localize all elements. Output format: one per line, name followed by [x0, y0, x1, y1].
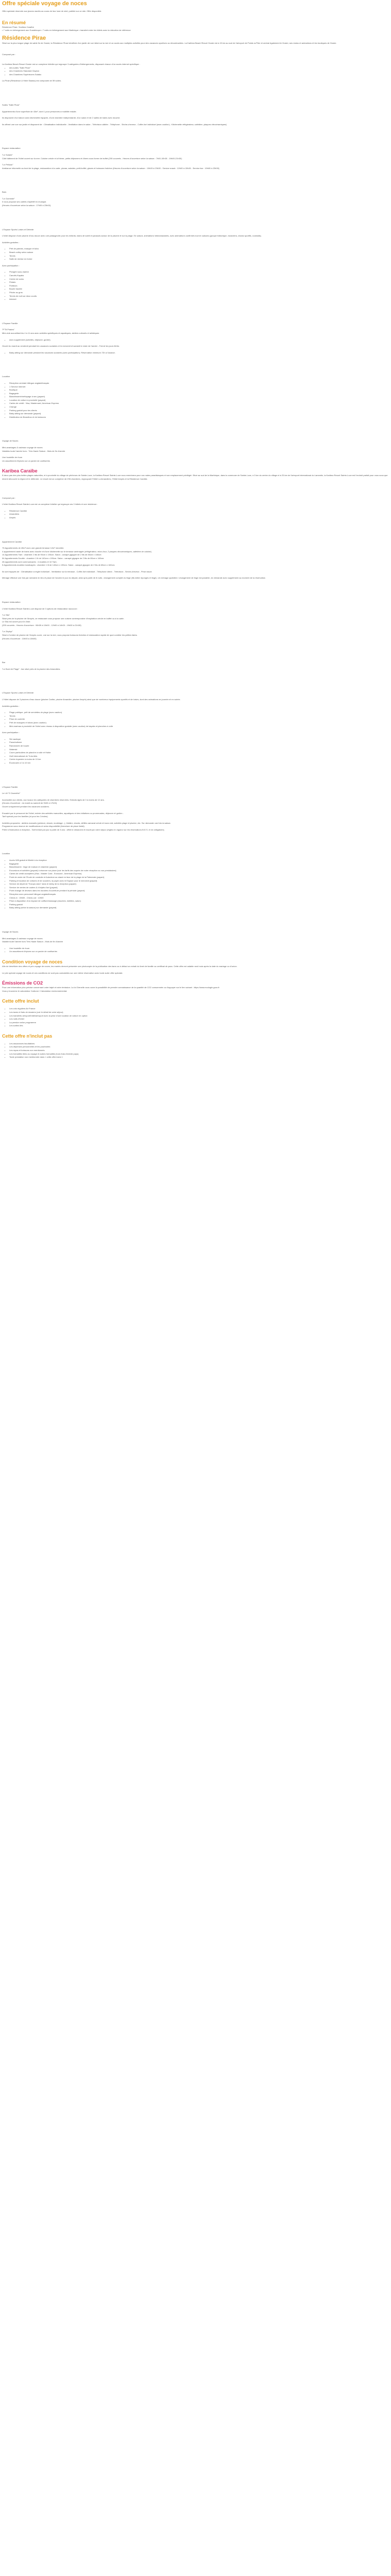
list-item: • Salle de remise en forme	[9, 258, 389, 261]
list-item: • avec supplément (activités, déjeuner, goûter).	[9, 338, 389, 342]
list-item: • Randonnée de bouée	[9, 744, 389, 748]
list-item: • Baby-sitting (selon la saison) sur demande (payant)	[9, 906, 389, 910]
paragraph: "P'Tit Pirates"	[2, 328, 15, 331]
list-item: • Plage publique, prêt de serviettes de plage (avec caution)	[9, 711, 389, 715]
bullet-list	[2, 510, 389, 520]
paragraph: Composé par :	[2, 53, 16, 56]
paragraph: Pour une information plus précise concernant votre trajet et votre émission. La loi Grenelle vous ouvre la possibilité de prendre connaissance de la quantité de CO2 consommée ou d'appuyer sur le lien suivant : https://www.ecologie.gouv.fr	[2, 986, 220, 989]
paragraph: Ouvert uniquement pendant les vacances scolaires.	[2, 805, 50, 808]
list-item: • Les assurances facultatives	[9, 1042, 389, 1046]
paragraph: Le prix spécial voyage de noces et ces conditions ne sont pas cumulables sur une même réservation avec toute autre offre spéciale.	[2, 971, 123, 974]
paragraph: "Le Solaire"	[2, 153, 13, 156]
paragraph: Mini-avantages & cadeaux voyage de noces	[2, 446, 43, 449]
paragraph: Bar	[2, 661, 6, 664]
paragraph: "Le Sila"	[2, 614, 10, 617]
paragraph: 5 Appartements doubles handicapés : chambre 1 lit de 140cm x 190cm. Salon - canapé gigogne de 2 lits de 80cm x 160cm.	[2, 564, 116, 567]
list-item: • des Chambres Supérieures Salako	[9, 73, 389, 77]
section-heading: Émissions de CO2	[2, 980, 43, 986]
paragraph: L'Espace Famille	[2, 785, 18, 788]
paragraph: Voyage de Noces	[2, 439, 19, 443]
paragraph: 54 Appartements Double : chambre 1 lit de 140cm x 190cm. Salon - canapé gigogne de 2 lits de 80cm x 160cm	[2, 556, 104, 560]
paragraph: À deux pas des plus belles plages naturelles, et à proximité du village de pêcheurs de Sainte-Luce, la Karibea Resort Sainte-Luce vous emmènera pour vos rades paradisiaques et son emplacement privilégié. Situé au sud de la Martinique, dans la commune de Sainte-Luce, à 3 km du centre du village et à 25 km de l'aéroport international du Lamentin, la Karibea Resort Sainte-Luce est l'endroit parfait pour vous sous que mixent découvrir la région et le défendre. Le resort est un complexe de 296 chambres, regroupant l'Hôtel La Amandiers, l'Hôtel Amyris et la Résidence Caraïbe.	[2, 474, 388, 480]
list-item: • Pédalo	[9, 281, 389, 284]
paragraph: "Le Zéphyr"	[2, 630, 13, 633]
bullet-list	[2, 66, 389, 77]
list-item: • Ski nautique	[9, 738, 389, 741]
list-item: • Les nuits d'hôtel	[9, 1018, 389, 1021]
paragraph: L'hôtel Karibea Resort Sainte-Luce est un complexe hôtelier qui regroupe ces 3 hôtels et une résidence :	[2, 503, 98, 506]
paragraph: Tarif spécial pour les familles (et pour les Créoles).	[2, 815, 48, 818]
list-item: • Amandiers	[9, 513, 389, 516]
paragraph: Appartement Caraïbe	[2, 540, 22, 543]
offer-page	[0, 0, 391, 1059]
paragraph: Location	[2, 852, 10, 855]
paragraph: 28 appartements sont communicants : 4 doubles et 10 Twin.	[2, 560, 57, 563]
paragraph: La Pirae (Résidence & Hôtel Salako) est composée de 59 suites.	[2, 79, 61, 82]
paragraph: Mini-avantages & cadeaux voyage de noces	[2, 937, 43, 940]
paragraph: Ménage effectué une fois par semaine en lieu et place de l'ancien le jour du départ, ainsi qu'à partir de 8 nuits ; changement complet du linge (lits entier éponges et linge). Un ménage quotidien / changement de linge est possible, en demande avec supplément au moment de la réservation.	[2, 577, 266, 580]
paragraph: "Le Pélican"	[2, 163, 13, 166]
list-item: • Flotteurs	[9, 284, 389, 288]
list-item: • Baby-sitting sur demande (payant)	[9, 412, 389, 416]
list-item: • Les formalités liées au voyage et autres formalités (hors frais d'entrée pays)	[9, 1053, 389, 1056]
list-item: • Un assortiment d'épices sur un panier de confiseries	[9, 950, 389, 954]
list-item: • Les sorties liés	[9, 1024, 389, 1028]
list-item: • Bagagerie	[9, 392, 389, 396]
paragraph: 14 Appartements Twin : chambre 2 lits de 90cm x 190cm. Salon - canapé gigogne de 2 lits de 80cm x 160cm	[2, 553, 102, 556]
list-item: • Cartes de crédit acceptées (Visa - Master Card - Eurocard - American Express)	[9, 872, 389, 876]
list-item: • Service de ventes de cadres & d'objets d'art (payant)	[9, 886, 389, 890]
list-item: • Bouée tractée	[9, 287, 389, 291]
list-item: • Beach-volley selon saison	[9, 251, 389, 255]
section-heading: Condition voyage de noces	[2, 959, 63, 964]
list-item: • Centre de soins	[9, 278, 389, 281]
paragraph: Prière d'instruction à réception - Tarif enfant par jour à partir de 3 ans : offert le dimanche et inscrit par votre séjour (règles en vigueur sur les réservations B.E.S. et en obligatoire).	[2, 828, 165, 831]
list-item: • La pension selon programme	[9, 1021, 389, 1025]
paragraph: Le Sila est ouvert pour le dîner.	[2, 620, 31, 623]
list-item: • Point de vente de l'Ecole de conduite et Autodeve au stand en face de la plage de la Palmeraie (payant)	[9, 876, 389, 879]
paragraph: Activités gratuites :	[2, 241, 20, 244]
list-item: • Parachutisme	[9, 741, 389, 744]
list-item: • Pêche au gros	[9, 291, 389, 295]
paragraph: Une bouteille de rhum	[2, 456, 23, 459]
bullet-list	[2, 859, 389, 910]
list-item: • Plongée sous-marine	[9, 270, 389, 274]
paragraph: L'Espace Famille	[2, 321, 18, 325]
list-item: • Prêt de palmes, masque et tuba	[9, 247, 389, 251]
paragraph: 75 Appartements de 45m² avec une grande terrasse 12m² meublée.	[2, 547, 64, 550]
list-item: • Réception centrale bilingue anglais/français	[9, 382, 389, 385]
bullet-list	[2, 382, 389, 419]
paragraph: Accessible aux clients, aux locaux les catégories de chambres réservées. Enfants âgés de 3 à moins de 12 ans.	[2, 798, 105, 801]
bullet-list	[2, 947, 389, 954]
paragraph: Appartements d'une superficie de 43m², dont 1 pour personnes à mobilité réduite.	[2, 110, 77, 113]
list-item: • Golf international de Trois-Ilets	[9, 755, 389, 758]
list-item: • Les transferts aéroport/hôtel/aéroport avec la prise d'une location de voiture en option	[9, 1014, 389, 1018]
paragraph: Espace restauration	[2, 600, 21, 603]
list-item: • Prise à disposition d'un espace de coiffure/massage (douches, toilettes, salon)	[9, 900, 389, 903]
list-item: • Tennis	[9, 715, 389, 718]
list-item: • Prise de contrôle	[9, 718, 389, 721]
paragraph: Le Lili "O Zaventhé"	[2, 792, 21, 795]
paragraph: Situé à l'ombre de piscine de l'Amyris ouvre, vue sur la mer, vous propose boissons fraîches et restauration rapide de quoi combler les petites faims.	[2, 634, 138, 637]
paragraph: L'hôtel dispose d'une piscine d'eau douce avec une pataugeoire pour les enfants, bains de soleil et parasols autour de la piscine et sur la plage. En saison, animations hebdomadaires, avec animateurs confirmés tout en saisons (groupe folklorique, musiciens, shows sportifs, cocktails).	[2, 234, 262, 238]
list-item: • Toute prestation non mentionnée dans « cette offre inclut »	[9, 1056, 389, 1059]
paragraph: Situé sur la plus longue plage de sable fin de Gosier, la Résidence Pirae bénéficie d'un jardin de vue idéal sur la mer et un accès aux multiples activités pour des vacances sportives ou décontractées. La Karibea Beach Resort Gosier est à 15 km au sud de l'aéroport de Pointe-à-Pitre et central également le Gosier, ses restos et animations et les boutiques de Gosier.	[2, 41, 337, 44]
list-item: • Résidence Caraïbe	[9, 510, 389, 513]
paragraph: Ils offrent une vue sur jardin et disposent de : Climatisation individuelle - Ventilation dans le salon - Télévision câblée - Téléphone - Sèche-cheveux - Coffre-fort individuel (avec caution) - Kitchenette réfrigérateur, cafetière, plaques vitrocéramiques)	[2, 123, 227, 126]
list-item: • des suites "Salle Pirae"	[9, 66, 389, 70]
list-item: • Les taxes et frais de dossiers (voir le détail de votre séjour)	[9, 1011, 389, 1014]
list-item: • Location de voiture à proximité (payant)	[9, 399, 389, 402]
paragraph: L'Espace Sports Loisirs et Détente	[2, 228, 34, 231]
page-title: Offre spéciale voyage de noces	[2, 1, 87, 7]
list-item: • Écomusée à 3 à 10 km	[9, 761, 389, 765]
list-item: • Distribution de Brandbox et de boissons	[9, 416, 389, 419]
bullet-list	[2, 738, 389, 765]
paragraph: L'Espace Sports Loisirs et Détente	[2, 691, 34, 694]
list-item: • Les repas et boissons non mentionnés	[9, 1049, 389, 1053]
paragraph: Avec participation :	[2, 731, 20, 734]
list-item: • Accès Wifi gratuit et illimité à la réception	[9, 859, 389, 862]
paragraph: Afin de bénéficier des offres et prix voyage de noces, les mariés devront présenter une photocopie de la publication des bans ou à défaut un extrait du livret de famille ou certificat de pacs. Cette offre est valable neuf mois après la date du mariage ou d'union.	[2, 964, 237, 968]
section-heading: Résidence Pirae	[2, 35, 46, 41]
section-heading: En résumé	[2, 20, 26, 25]
paragraph: 4 appartement vaste de bains avec douche et d'une kitchenette sur le terrasse aménagée (réfrigérateur, micro-four, 2 plaques vitrocéramiques, cafetière de cuisine).	[2, 550, 152, 553]
paragraph: (Heures d'ouverture : 10h00 à 18h00)	[2, 637, 37, 640]
paragraph: L'Hôtel dispose de 3 piscines d'eau douce (piscine Caribe, piscine Amandier, piscine Amyris) ainsi que de nombreux équipements sportifs et de loisirs, dont des animations en journée et en soirée.	[2, 698, 181, 701]
list-item: • Point change de devises dans les horaires d'ouverture pendant la période (payant)	[9, 889, 389, 893]
bullet-list	[2, 1042, 389, 1059]
list-item: • Boutique	[9, 388, 389, 392]
paragraph: Valable toute l'année hors Très Haute Saison - Mois de fin d'année	[2, 940, 63, 943]
section-heading: Cette offre n'inclut pas	[2, 1033, 53, 1039]
list-item: • Bagagerie	[9, 862, 389, 866]
paragraph: Ils disposent d'un balcon avec kitchenette équipée, d'une chambre indépendante, d'un salon et de 2 salles de bains avec douche.	[2, 116, 121, 120]
section-heading: Cette offre inclut	[2, 998, 39, 1004]
paragraph: Mini-club accueillant les 4 à 11 ans avec activités spécifiques et aquatiques, ateliers culturels et artistiques	[2, 331, 100, 334]
list-item: • Tennis de nuit sur deux courts	[9, 295, 389, 298]
list-item: • Une bouteille de rhum	[9, 947, 389, 951]
list-item: • Amyris	[9, 516, 389, 520]
paragraph: L'hôtel Karibea Resort Sainte-Luce dispose de 3 options de restauration raccourci :	[2, 607, 78, 610]
bullet-list	[2, 247, 389, 261]
paragraph: Activités proposées : ateliers manuels (peinture, dessin, modelage...), théâtre, chants, défilés carnaval créole et tours mid, activités plage et piscine, etc. Sur demande une fois la saison.	[2, 821, 171, 824]
list-item: • Blanchisserie/nettoyage à sec (payant)	[9, 395, 389, 399]
list-item: • Cartes de crédit : Visa, Mastercard, American Express	[9, 402, 389, 405]
bullet-list	[2, 270, 389, 301]
list-item: • Blanchisserie : linge de maison et chambre (payant)	[9, 866, 389, 869]
paragraph: Il vous propose ses cartels d'apéritif en musique.	[2, 200, 47, 204]
paragraph: Situé près de la piscine de l'Amyris, ce restaurant vous propose une cuisine contemporaine d'inspiration créole en buffet ou à la carte.	[2, 617, 124, 620]
list-item: • Cours particuliers de planche à voile et Hobie	[9, 751, 389, 755]
bullet-list	[2, 338, 389, 342]
paragraph: Bars	[2, 191, 7, 194]
list-item: • Prêt de masques et tubas (avec caution)	[9, 721, 389, 725]
list-item: • Baby-sitting sur demande pendant les vacances scolaires (avec participation). Réservation minimum 72h à l'avance.	[9, 351, 389, 355]
list-item: • Internet	[9, 298, 389, 301]
list-item: • Check-in : 15h00 - Check-out : 12h00	[9, 896, 389, 900]
paragraph: Côté bâtiment de l'hôtel ouvert sur la mer. Cuisine créole et à thème, petits déjeuners et dîners sous forme de buffet (200 couverts - Heures d'ouverture selon la saison : 7h00-10h30 - 19h00-21h30)	[2, 157, 182, 160]
bullet-list	[2, 351, 389, 355]
bullet-list	[2, 711, 389, 728]
list-item: • Réception avec personnel bilingue anglais/français	[9, 893, 389, 896]
paragraph: Location	[2, 375, 10, 378]
list-item: • Canoës-Kayaks	[9, 274, 389, 278]
paragraph: Composé par :	[2, 496, 16, 499]
paragraph: (200 couverts - Heures d'ouverture : 06h30 à 10h00 - 12h00 à 14h00 - 19h30 à 21h30)	[2, 623, 82, 626]
list-item: • 1 Service Internet	[9, 385, 389, 389]
paragraph: Vous y trouverez le calculateur Carbone / Calculateur environnemental.	[2, 989, 68, 992]
paragraph: Programme sous réserve de modifications et selon disponibilité (fermeture de place limité).	[2, 825, 85, 828]
list-item: • Les vols réguliers Air France	[9, 1007, 389, 1011]
offer-content	[2, 20, 389, 1059]
list-item: • Centre équestre à moins de 10 km	[9, 758, 389, 761]
paragraph: Ils sont équipés de : Climatisation à régler individuel - Ventilateur sur la terrasse - Coffre-fort individuel - Téléphone direct - Télévision - Sèche-cheveux - Prise rasoir.	[2, 570, 152, 573]
paragraph: (Heures d'ouverture selon la saison : 17h00 à 23h00)	[2, 204, 51, 207]
list-item: • des Chambres Standard Clayton	[9, 70, 389, 73]
paragraph: • 7 nuits en hébergement aux Guadeloupe • 7 nuits en hébergement aux Martinique • transfert entre les hôtels avec la réduction de référence	[2, 29, 131, 32]
paragraph: "Le Gommier"	[2, 197, 15, 200]
paragraph: Ouvert du mardi au vendredi pendant les vacances scolaires et le mercredi et samedi le reste de l'année - Fermé les jours fériés	[2, 345, 119, 348]
paragraph: Activités gratuites :	[2, 704, 20, 707]
paragraph: Encadré par le personnel de l'hôtel, entrée des activités manuelles, aquatiques et des initiations ou promenades, déjeuner et goûter...	[2, 811, 124, 815]
paragraph: Avec participation :	[2, 264, 20, 267]
list-item: • Les dépenses personnelles et les pourboires	[9, 1045, 389, 1049]
list-item: • Mini-marinas à proximité de l'hôtel avec réseau à disposition gratuite (avec caution) de kayaks et planches à voile	[9, 725, 389, 728]
paragraph: (Heures d'ouverture : du mardi au samedi de 9h00 à 17h00)	[2, 802, 57, 805]
list-item: • Parking gratuit pour les clients	[9, 409, 389, 413]
page-intro: Offre spéciale réservée aux jeunes mariés au cours de leur lune de miel, publiée sur ce site. Offre disponible.	[2, 10, 102, 12]
paragraph: Voyage de Noces	[2, 930, 19, 933]
list-item: • Service de dépôt de "Europe-Auto" dans le lobby de la réception (payant)	[9, 883, 389, 886]
paragraph: Ambiance informelle au bord de la plage, restauration à la carte, pizzas, salades, petit-buffet, glaces et boissons fraîches (Heures d'ouverture selon la saison : 10h00 à 23h30 - Service snack : 12h00 à 15h00 - Service bar : 19h00 à 23h30)	[2, 166, 220, 170]
list-item: • Excursions et activités (payant) à réserver sur place (voir les tarifs des auprès de notre réception ou nos prestataires)	[9, 869, 389, 873]
section-heading: Karibea Caraïbe	[2, 468, 38, 474]
paragraph: Valables toute l'année hors : Très Haute Saison - Mois de fin d'année	[2, 449, 66, 452]
list-item: • Change	[9, 405, 389, 409]
bullet-list	[2, 1007, 389, 1028]
list-item: • Parking et location de voitures et de scooters, la payer avec le Espace pour le mercredi (payant)	[9, 879, 389, 883]
list-item: • Parking gratuit	[9, 903, 389, 907]
paragraph: "Le Bord de Plage" : bar situé près de la piscine des Amandiers.	[2, 667, 61, 670]
paragraph: Résidence Pirae / Karibea Caraïbe	[2, 25, 34, 28]
list-item: • Tennis	[9, 255, 389, 258]
paragraph: Suites "Salle Pirae"	[2, 103, 20, 106]
paragraph: Espace restauration	[2, 147, 21, 150]
list-item: • Waterski	[9, 748, 389, 752]
paragraph: La Karibea Beach Resort Gosier est un complexe hôtelier qui regroupe 3 catégories d'hébergements, disposant chacun d'un accès internet spécifique :	[2, 62, 140, 65]
paragraph: Un assortiment d'épices sur un panier de confiseries	[2, 459, 50, 462]
